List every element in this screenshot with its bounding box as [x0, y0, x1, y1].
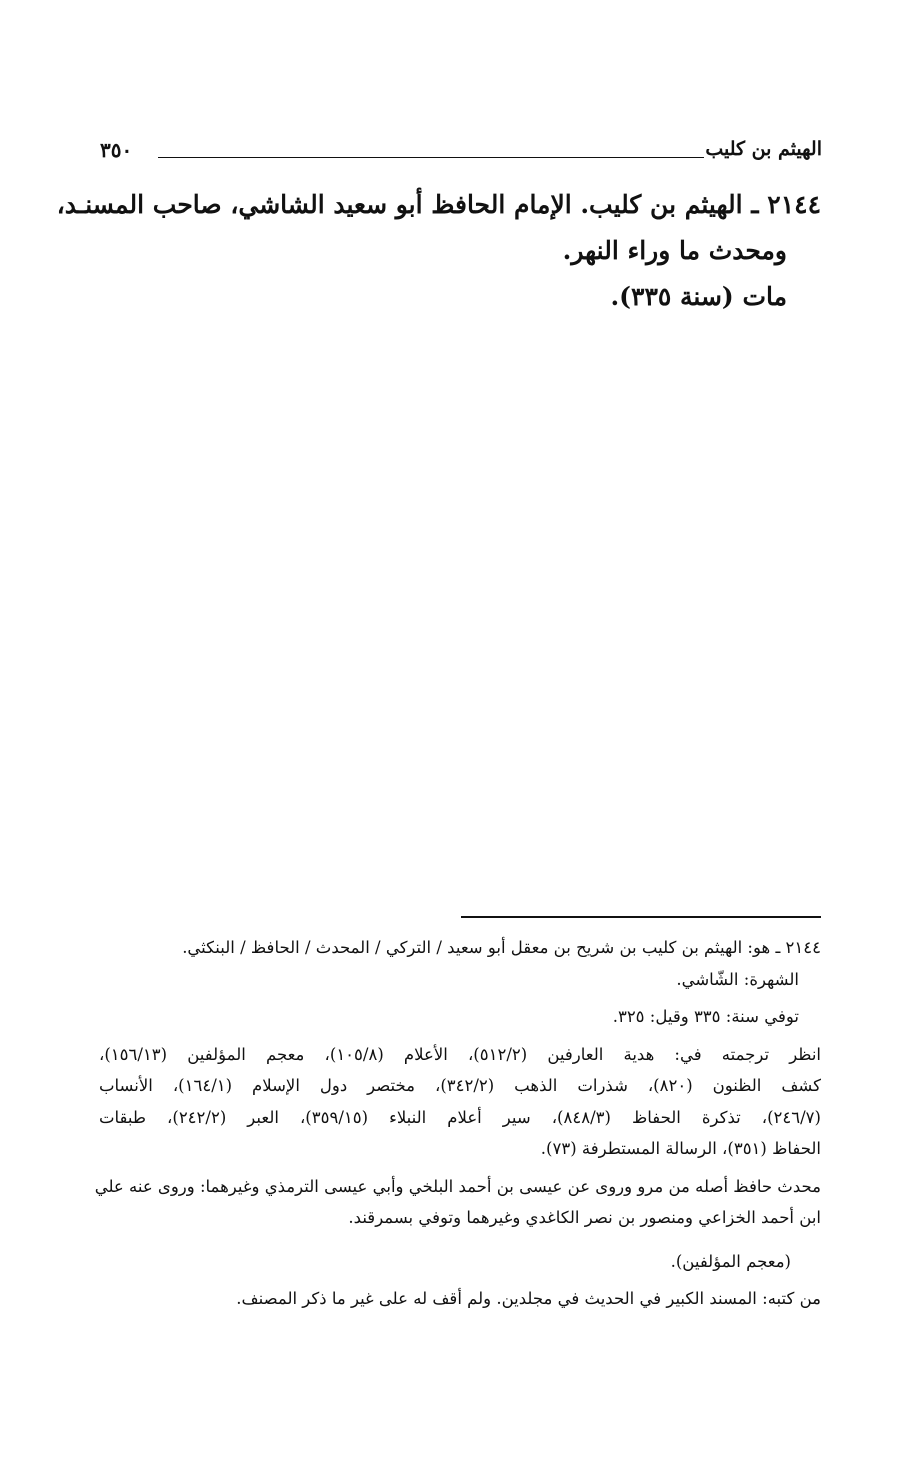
footnote-line: محدث حافظ أصله من مرو وروى عن عيسى بن أحمد البلخي وأبي عيسى الترمذي وغيرهما: وروى عنه علي [94, 1176, 821, 1196]
header-rule [158, 157, 704, 158]
footnote-line: انظر ترجمته في: هدية العارفين (٥١٢/٢)، الأعلام (١٠٥/٨)، معجم المؤلفين (١٥٦/١٣)، [99, 1044, 822, 1064]
entry-death-line: مات (سنة ٣٣٥). [610, 282, 787, 311]
footnote-line: كشف الظنون (٨٢٠)، شذرات الذهب (٣٤٢/٢)، مختصر دول الإسلام (١٦٤/١)، الأنساب [99, 1076, 822, 1095]
footnote-line: من كتبه: المسند الكبير في الحديث في مجلدين. ولم أقف له على غير ما ذكر المصنف. [236, 1289, 821, 1308]
biography-entry [56, 182, 821, 320]
entry-text-line: ومحدث ما وراء النهر. [562, 236, 787, 265]
footnote-line: توفي سنة: ٣٣٥ وقيل: ٣٢٥. [612, 1007, 799, 1026]
footnote-separator [461, 916, 821, 918]
footnote-line: (٢٤٦/٧)، تذكرة الحفاظ (٨٤٨/٣)، سير أعلام النبلاء (٣٥٩/١٥)، العبر (٢٤٢/٢)، طبقات [99, 1107, 821, 1127]
footnote-line: ابن أحمد الخزاعي ومنصور بن نصر الكاغدي وغيرهما وتوفي بسمرقند. [348, 1208, 821, 1227]
footnote-line: ٢١٤٤ ـ هو: الهيثم بن كليب بن شريح بن معقل أبو سعيد / التركي / المحدث / الحافظ / البنكثي. [182, 938, 821, 957]
footnote-line: الشهرة: الشّاشي. [676, 969, 799, 989]
entry-heading-line: ٢١٤٤ ـ الهيثم بن كليب. الإمام الحافظ أبو سعيد الشاشي، صاحب المسنـد، [56, 190, 821, 219]
footnote-line: (معجم المؤلفين). [670, 1251, 791, 1271]
page-number: ٣٥٠ [100, 138, 133, 162]
header-title: الهيثم بن كليب [705, 138, 822, 160]
footnote-line: الحفاظ (٣٥١)، الرسالة المستطرفة (٧٣). [540, 1139, 821, 1158]
running-header [100, 138, 822, 172]
footnotes [94, 932, 822, 1315]
